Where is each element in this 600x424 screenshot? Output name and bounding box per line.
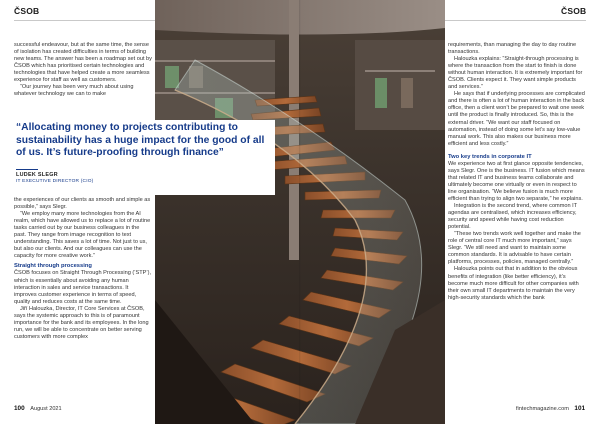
page-number-left: 100	[14, 405, 25, 412]
footer-left	[14, 405, 62, 412]
header-rule-right	[445, 20, 586, 21]
site-url: fintechmagazine.com	[516, 406, 569, 412]
section-heading-trends: Two key trends in corporate IT	[448, 153, 532, 160]
footer-right	[516, 405, 585, 412]
body-paragraph: successful endeavour, but at the same time, the sense of isolation has created difficulties in terms of building new teams. The answer has been a roadmap set out by ČSOB which has prioritised certain technologies and technologies that have helped create a more seamless experience for staff as well as customers.	[14, 42, 152, 84]
quote-divider	[16, 169, 38, 170]
page-gutter	[299, 0, 301, 424]
brand-logo-left: ČSOB	[14, 6, 40, 16]
body-paragraph: “We employ many more technologies from the AI realm, which have allowed us to replace a lot of routine tasks carried out by our business colleagues in the past. They range from image recognition to text understanding. This saves a lot of time. Not just to us, but also our clients. And our colleagues can use the capacity for more creative work.”	[14, 211, 151, 260]
issue-date: August 2021	[30, 406, 62, 412]
pull-quote: “Allocating money to projects contributing to sustainability has a huge impact for the good of all of us. It’s future-proofing through finance”	[16, 122, 265, 159]
body-paragraph: Jiří Halouzka, Director, IT Core Services at ČSOB, says the systemic approach to this is of paramount importance for the bank and its employees. In the long run, we will be able to concentrate on better serving customers with more complex	[14, 305, 149, 340]
body-paragraph: ČSOB focuses on Straight Through Processing (‘STP’), which is essentially about avoiding any human interaction in sales and service transactions. It improves customer experience in terms of speed, quality and reduces costs at the same time.	[14, 270, 152, 305]
brand-logo-right: ČSOB	[561, 6, 587, 16]
body-paragraph: We experience two at first glance opposite tendencies, says Slegr. One is the business. IT fusion which means that related IT and business teams collaborate and ultimately become one virtually or even in respect to line organisation. “We believe fusion is much more efficient than trying to align two separate,” he explains.	[448, 160, 585, 202]
body-paragraph: “Our journey has been very much about using whatever technology we can to make	[14, 84, 134, 98]
body-paragraph: He says that if underlying processes are complicated and there is often a lot of human interaction in the back office, then a client won’t be prepared to wait one week until the product is finally introduced. So, this is the external driver. “We want our staff focused on automation, instead of doing some let’s say low-value manual work. This also makes our business more efficient and less costly.”	[448, 91, 585, 147]
section-heading-stp: Straight through processing	[14, 263, 92, 270]
left-column-bottom	[14, 197, 152, 341]
body-paragraph: requirements, than managing the day to day routine transactions.	[448, 42, 577, 56]
page-number-right: 101	[574, 405, 586, 412]
body-paragraph: Halouzka explains: “Straight-through processing is where the transaction from the start to finish is done without human interaction. It is extremely important for ČSOB. Clients expect it. They want simple products and services.”	[448, 56, 583, 91]
body-paragraph: the experiences of our clients as smooth and simple as possible,” says Slegr.	[14, 197, 151, 211]
body-paragraph: Integration is the second trend, where common IT agendas are centralised, which increases efficiency, security and speed while having cost reduction potential.	[448, 203, 578, 231]
quote-author-name: LUDEK SLEGR	[16, 172, 58, 178]
body-paragraph: “These two trends work well together and make the role of central core IT much more important,” says Slegr. “We still need and want to maintain some common standards. It is advisable to have certain platforms, processes, policies, managed centrally.”	[448, 231, 581, 266]
body-paragraph: Halouzka points out that in addition to the obvious benefits of integration (like better efficiency), it’s become much more difficult for other companies with their own small IT departments to maintain the very high-security standards which the bank	[448, 266, 579, 301]
left-column-top	[14, 42, 152, 98]
quote-author-role: IT EXECUTIVE DIRECTOR (CIO)	[16, 179, 94, 184]
header-rule-left	[14, 20, 155, 21]
right-column	[448, 42, 586, 302]
